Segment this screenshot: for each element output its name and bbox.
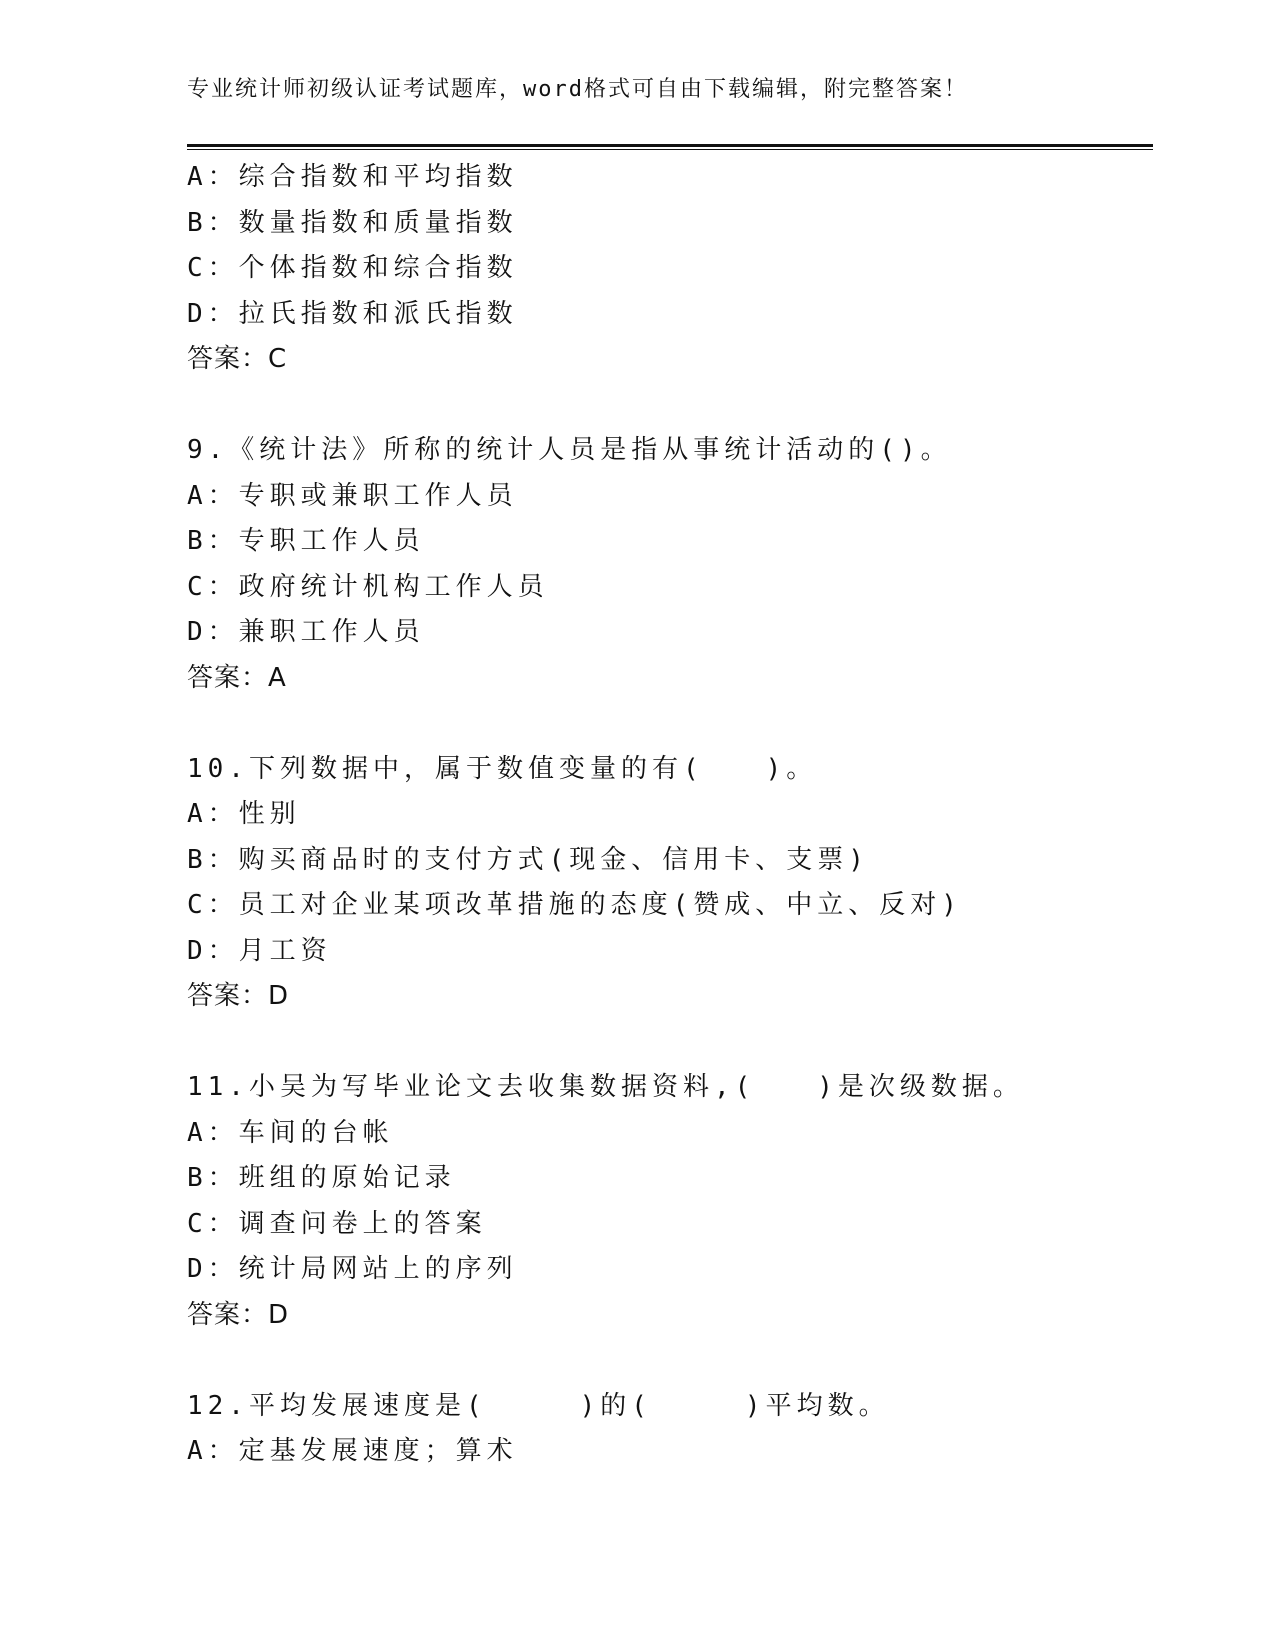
option-d: D：统计局网站上的序列 bbox=[187, 1254, 518, 1284]
option-c: C：调查问卷上的答案 bbox=[187, 1208, 487, 1239]
option-c: C：员工对企业某项改革措施的态度(赞成、中立、反对) bbox=[187, 890, 962, 920]
option-a: A：综合指数和平均指数 bbox=[187, 162, 518, 192]
option-a: A：专职或兼职工作人员 bbox=[187, 480, 518, 511]
option-b: B：专职工作人员 bbox=[187, 526, 425, 556]
question-12 bbox=[187, 1384, 1153, 1475]
option-b: B：购买商品时的支付方式(现金、信用卡、支票) bbox=[187, 844, 869, 875]
question-9 bbox=[187, 428, 1153, 701]
option-a: A：定基发展速度；算术 bbox=[187, 1436, 518, 1466]
question-10 bbox=[187, 747, 1153, 1020]
question-stem: 10.下列数据中，属于数值变量的有( )。 bbox=[187, 753, 818, 784]
question-8-continuation bbox=[187, 155, 1153, 383]
answer: 答案：D bbox=[187, 981, 290, 1011]
answer: 答案：C bbox=[187, 344, 288, 374]
option-c: C：政府统计机构工作人员 bbox=[187, 571, 549, 602]
option-d: D：拉氏指数和派氏指数 bbox=[187, 298, 518, 329]
option-a: A：车间的台帐 bbox=[187, 1117, 394, 1148]
spacer bbox=[187, 383, 1153, 429]
spacer bbox=[187, 1020, 1153, 1066]
option-b: B：班组的原始记录 bbox=[187, 1163, 456, 1193]
question-stem: 11.小吴为写毕业论文去收集数据资料,( )是次级数据。 bbox=[187, 1072, 1024, 1102]
option-b: B：数量指数和质量指数 bbox=[187, 207, 518, 238]
question-stem: 12.平均发展速度是( )的( )平均数。 bbox=[187, 1390, 890, 1421]
page-header: 专业统计师初级认证考试题库，word格式可自由下载编辑，附完整答案！ bbox=[187, 77, 968, 102]
header-rule bbox=[187, 144, 1153, 150]
option-c: C：个体指数和综合指数 bbox=[187, 253, 518, 283]
document-body bbox=[187, 155, 1153, 1475]
option-d: D：月工资 bbox=[187, 935, 332, 966]
question-11 bbox=[187, 1065, 1153, 1338]
option-d: D：兼职工作人员 bbox=[187, 617, 425, 647]
question-stem: 9.《统计法》所称的统计人员是指从事统计活动的()。 bbox=[187, 435, 952, 465]
spacer bbox=[187, 1338, 1153, 1384]
option-a: A：性别 bbox=[187, 799, 301, 829]
answer: 答案：D bbox=[187, 1299, 290, 1330]
answer: 答案：A bbox=[187, 662, 287, 693]
spacer bbox=[187, 701, 1153, 747]
